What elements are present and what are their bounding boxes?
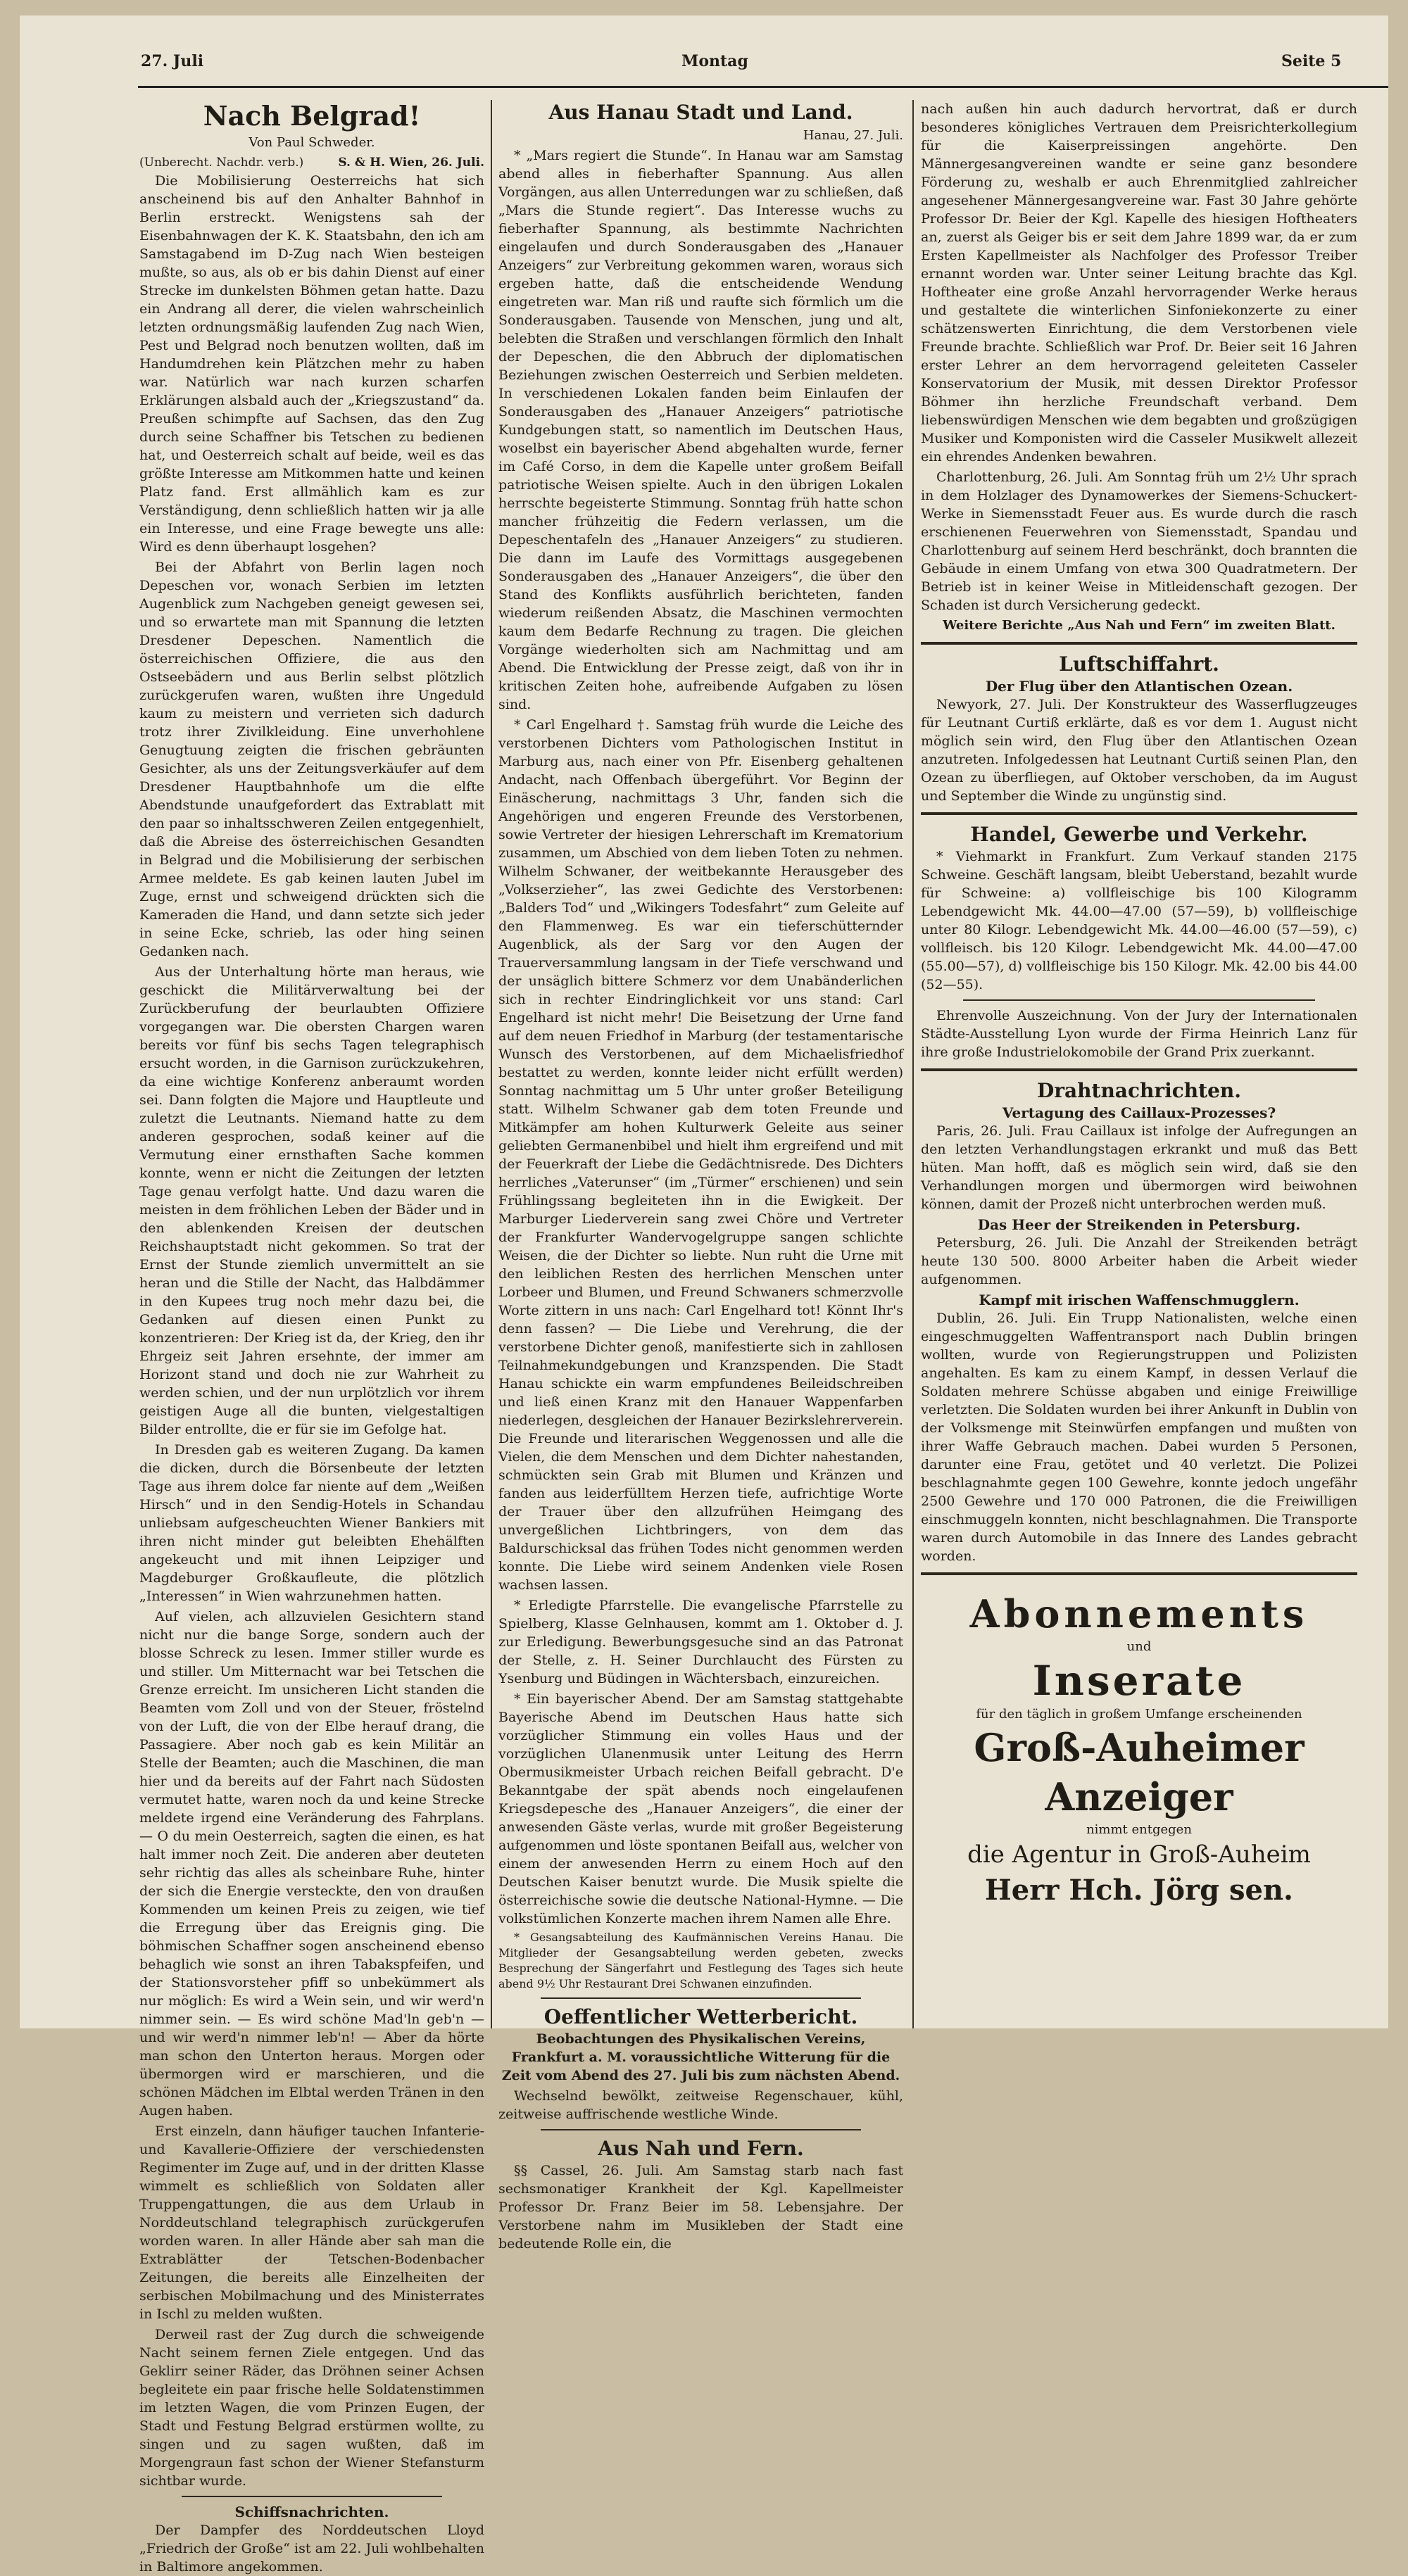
section-title: Aus Hanau Stadt und Land. <box>548 101 853 124</box>
paragraph: Aus der Unterhaltung hörte man heraus, wie geschickt die Militärverwaltung bei der Zurückberufung der beurlaubten Offiziere vorgegangen war. Die obersten Chargen waren bereits vor fünf bis sechs Tagen telegraphisch ersucht worden, in die Garnison zurückzukehren, da eine wichtige Konferenz anberaumt worden sei. Dann folgten die Majore und Hauptleute und zuletzt die Leutnants. Niemand hatte zu dem anderen gesprochen, sodaß keiner auf die Vermutung einer ernsthaften Sache kommen konnte, wenn er nicht die Zeitungen der letzten Tage genau verfolgt hatte. Und dazu waren die meisten in dem fröhlichen Leben der Bäder und in den ablenkenden Kreisen der deutschen Reichshauptstadt nicht gekommen. So trat der Ernst der Stunde ziemlich unvermittelt an sie heran und die Stille der Nacht, das Halbdämmer in den Kupees trug noch mehr dazu bei, die Gedanken auf diesen einen Punkt zu konzentrieren: Der Krieg ist da, der Krieg, den ihr Ehrgeiz seit Jahren ersehnte, der immer am Horizont stand und doch nie zur Wahrheit zu werden schien, und der nun urplötzlich vor ihrem geistigen Auge all die bunten, vielgestaltigen Bilder entrollte, die er für sie im Gefolge hat. <box>139 964 484 1437</box>
section-subtitle: Der Flug über den Atlantischen Ozean. <box>985 678 1293 695</box>
section-divider <box>963 999 1315 1001</box>
paragraph: §§ Cassel, 26. Juli. Am Samstag starb nach fast sechsmonatiger Krankheit der Kgl. Kapellmeister Professor Dr. Franz Beier im 58. Lebensjahre. Der Verstorbene nahm im Musikleben der Stadt eine bedeutende Rolle ein, die <box>498 2163 903 2252</box>
section-title: Luftschiffahrt. <box>1059 652 1219 676</box>
paragraph: Beobachtungen des Physikalischen Vereins, Frankfurt a. M. voraussichtliche Witterung für die Zeit vom Abend des 27. Juli bis zum nächsten Abend. <box>501 2031 900 2083</box>
ad-contact: Herr Hch. Jörg sen. <box>985 1874 1293 1907</box>
section-subtitle: Das Heer der Streikenden in Petersburg. <box>977 1216 1301 1233</box>
dateline: Hanau, 27. Juli. <box>803 128 903 143</box>
section-divider <box>541 1997 861 1999</box>
paragraph: Dublin, 26. Juli. Ein Trupp Nationalisten, welche einen eingeschmuggelten Waffentransport nach Dublin bringen wollten, wurde von Regierungstruppen und Polizisten angehalten. Es kam zu einem Kampf, in dessen Verlauf die Soldaten mehrere Schüsse abgaben und einige Freiwillige verletzten. Die Soldaten wurden bei ihrer Ankunft in Dublin von der Volksmenge mit Steinwürfen empfangen und mußten von ihrer Waffe Gebrauch machen. Dabei wurden 5 Personen, darunter eine Frau, getötet und 40 verletzt. Die Polizei beschlagnahmte gegen 100 Gewehre, konnte jedoch ungefähr 2500 Gewehre und 170 000 Patronen, die die Freiwilligen einschmuggeln konnten, nicht beschlagnahmen. Die Transporte waren durch Automobile in das Innere des Landes gebracht worden. <box>921 1311 1357 1564</box>
column-divider <box>912 100 914 2028</box>
paragraph: Erst einzeln, dann häufiger tauchen Infanterie- und Kavallerie-Offiziere der verschiedensten Regimenter im Zuge auf, und in der dritten Klasse wimmelt es schließlich von Soldaten aller Truppengattungen, die aus dem Urlaub in Norddeutschland telegraphisch zurückgerufen worden waren. In aller Hände aber sah man die Extrablätter der Tetschen-Bodenbacher Zeitungen, die bereits alle Einzelheiten der serbischen Mobilmachung und des Ministerrates in Ischl zu melden wußten. <box>139 2123 484 2322</box>
paragraph: * Viehmarkt in Frankfurt. Zum Verkauf standen 2175 Schweine. Geschäft langsam, bleibt Ueberstand, bezahlt wurde für Schweine: a) vollfleischige bis 100 Kilogramm Lebendgewicht Mk. 44.00—47.00 (57—59), b) vollfleischige unter 80 Kilogr. Lebendgewicht Mk. 44.00—46.00 (57—59), c) vollfleisch. bis 120 Kilogr. Lebendgewicht Mk. 44.00—47.00 (55.00—57), d) vollfleischige bis 150 Kilogr. Mk. 42.00 bis 44.00 (52—55). <box>921 849 1357 992</box>
newspaper-page <box>20 15 1388 2575</box>
section-title: Drahtnachrichten. <box>1036 1079 1242 1102</box>
column-divider <box>491 100 492 2028</box>
section-subtitle: Kampf mit irischen Waffenschmugglern. <box>979 1292 1300 1308</box>
paragraph: Bei der Abfahrt von Berlin lagen noch Depeschen vor, wonach Serbien im letzten Augenblick zum Nachgeben geneigt gewesen sei, und so erwartete man mit Spannung die letzten Dresdener Depeschen. Namentlich die österreichischen Offiziere, die aus den Ostseebädern und aus Berlin selbst plötzlich zurückgerufen waren, wußten ihre Ungeduld kaum zu meistern und verrieten sich dadurch trotz ihrer Zivilkleidung. Eine unverhohlene Genugtuung zeigten die frischen gebräunten Gesichter, als uns der Zeitungsverkäufer auf dem Dresdener Hauptbahnhofe um die elfte Abendstunde unaufgefordert das Extrablatt mit den paar so inhaltsschweren Zeilen entgegenhielt, daß die Abreise des österreichischen Gesandten in Belgrad und die Mobilisierung der serbischen Armee meldete. Es gab keinen lauten Jubel im Zuge, ernst und schweigend drückten sich die Kameraden die Hand, und dann setzte sich jeder in seine Ecke, schrieb, las oder hing seinen Gedanken nach. <box>139 560 484 959</box>
paragraph: nach außen hin auch dadurch hervortrat, daß er durch besonderes königliches Vertrauen dem Preisrichterkollegium für die Kaiserpreissingen angehörte. Den Männergesangvereinen wandte er seine ganz besondere Förderung zu, weshalb er auch Ehrenmitglied zahlreicher angesehener Männergesangvereine war. Fast 30 Jahre gehörte Professor Dr. Beier der Kgl. Kapelle des hiesigen Hoftheaters an, zuerst als Geiger bis er seit dem Jahre 1899 war, da er zum Ersten Kapellmeister als Nachfolger des Professor Treiber ernannt worden war. Unter seiner Leitung brachte das Kgl. Hoftheater eine große Anzahl hervorragender Werke heraus und gestaltete die winterlichen Sinfoniekonzerte zu einer schätzenswerten Einrichtung, die dem Verstorbenen viele Freunde brachte. Schließlich war Prof. Dr. Beier seit 16 Jahren erster Lehrer an dem hervorragend geleiteten Casseler Konservatorium der Musik, mit dessen Direktor Professor Böhmer ihn herzliche Freundschaft verband. Dem liebenswürdigen Menschen wie dem begabten und großzügigen Musiker und Komponisten wird die Casseler Musikwelt allezeit ein ehrendes Andenken bewahren. <box>921 101 1357 465</box>
page-header <box>20 15 1388 73</box>
ad-headline: Inserate <box>1032 1657 1246 1705</box>
paragraph: * Gesangsabteilung des Kaufmännischen Vereins Hanau. Die Mitglieder der Gesangsabteilung werden gebeten, zwecks Besprechung der Sängerfahrt und Festlegung des Tages sich heute abend 9½ Uhr Restaurant Drei Schwanen einzufinden. <box>498 1931 903 1990</box>
paragraph: Auf vielen, ach allzuvielen Gesichtern stand nicht nur die bange Sorge, sondern auch der blosse Schreck zu lesen. Immer stiller wurde es und stiller. Um Mitternacht war bei Tetschen die Grenze erreicht. Im unsicheren Licht standen die Beamten vom Zoll und von der Steuer, fröstelnd von der Luft, die von der Elbe herauf drang, die Passagiere. Aber noch gab es kein Militär an Stelle der Beamten; auch die Maschinen, die man hier und da bereits auf der Fahrt nach Südosten vermutet hatte, waren noch da und keine Strecke meldete irgend eine Veränderung des Fahrplans. — O du mein Oesterreich, sagten die einen, es hat halt immer noch Zeit. Die anderen aber deuteten sehr richtig das alles als scheinbare Ruhe, hinter der sich die Energie versteckte, den von draußen Kommenden um keinen Preis zu zeigen, wie tief die Erregung über das Ereignis ging. Die böhmischen Schaffner sogen anscheinend ebenso behaglich wie sonst an ihren Tabakspfeifen, und der Stationsvorsteher pfiff so unbekümmert als nur möglich: Es wird a Wein sein, und wir werd'n nimmer sein. — Es wird schöne Mad'ln geb'n — und wir werd'n nimmer leb'n! — Aber da hörte man schon den Unterton heraus. Morgen oder übermorgen wird er marschieren, und die schönen Mädchen im Elbtal werden Tränen in den Augen haben. <box>139 1609 484 2119</box>
byline: Von Paul Schweder. <box>249 135 375 150</box>
header-rule <box>138 86 1388 88</box>
section-divider <box>541 2129 861 2130</box>
paragraph: Die Mobilisierung Oesterreichs hat sich anscheinend bis auf den Anhalter Bahnhof in Berlin erstreckt. Wenigstens sah der Eisenbahnwagen der K. K. Staatsbahn, den ich am Samstagabend im D-Zug nach Wien besteigen mußte, so aus, als ob er bis dahin Dienst auf einer Strecke im dunkelsten Böhmen getan hatte. Dazu ein Andrang all derer, die vielen wahrscheinlich letzten ordnungsmäßig laufenden Zug nach Wien, Pest und Belgrad noch benutzen wollten, daß im Handumdrehen kein Plätzchen mehr zu haben war. Natürlich war nach kurzen scharfen Erklärungen alsbald auch der „Kriegszustand“ da. Preußen schimpfte auf Sachsen, das den Zug durch seine Schaffner bis Tetschen zu bedienen hat, und Oesterreich schalt auf beide, weil es das größte Interesse am Mitkommen hatte und keinen Platz fand. Erst allmählich kam es zur Verständigung, denn schließlich hatten wir ja alle ein Interesse, und eine Frage bewegte uns alle: Wird es denn überhaupt losgehen? <box>139 173 484 555</box>
header-date: 27. Juli <box>141 52 204 70</box>
paragraph: Newyork, 27. Juli. Der Konstrukteur des Wasserflugzeuges für Leutnant Curtiß erklärte, daß es vor dem 1. August nicht möglich sein wird, den Flug über den Atlantischen Ozean anzutreten. Infolgedessen hat Leutnant Curtiß seinen Plan, den Ozean zu überfliegen, auf Oktober verschoben, da im August und September die Winde zu ungünstig sind. <box>921 697 1357 804</box>
paragraph: Paris, 26. Juli. Frau Caillaux ist infolge der Aufregungen an den letzten Verhandlungstagen erkrankt und muß das Bett hüten. Man hofft, daß es möglich sein wird, daß sie den Verhandlungen morgen und übermorgen wird beiwohnen können, damit der Prozeß nicht unterbrochen werden muß. <box>921 1123 1357 1212</box>
article-title: Nach Belgrad! <box>203 100 421 132</box>
ad-agency: die Agentur in Groß-Auheim <box>967 1841 1311 1869</box>
paragraph: * Erledigte Pfarrstelle. Die evangelische Pfarrstelle zu Spielberg, Klasse Gelnhausen, kommt am 1. Oktober d. J. zur Erledigung. Bewerbungsgesuche sind an das Patronat der Stelle, z. H. Seiner Durchlaucht des Fürsten zu Ysenburg und Büdingen in Wächtersbach, einzureichen. <box>498 1598 903 1686</box>
paragraph: * Ein bayerischer Abend. Der am Samstag stattgehabte Bayerische Abend im Deutschen Haus hatte sich vorzüglicher Stimmung ein volles Haus und der vorzüglichen Ulanenmusik unter Leitung des Herrn Obermusikmeister Urbach reichen Beifall gebracht. D'e Bekanntgabe der spät abends noch eingelaufenen Kriegsdepesche des „Hanauer Anzeigers“, die einer der anwesenden Gäste verlas, wurde mit großer Begeisterung aufgenommen und löste spontanen Beifall aus, welcher von einem der anwesenden Herrn zu einem Hoch auf den Deutschen Kaiser benutzt wurde. Die Musik spielte die österreichische sowie die deutsche National-Hymne. — Die volkstümlichen Konzerte machen ihrem Namen alle Ehre. <box>498 1691 903 1926</box>
section-title: Schiffsnachrichten. <box>234 2504 389 2520</box>
column-right <box>921 100 1357 2028</box>
dateline-place: S. & H. Wien, 26. Juli. <box>338 156 484 170</box>
paragraph: Ehrenvolle Auszeichnung. Von der Jury der Internationalen Städte-Ausstellung Lyon wurde der Firma Heinrich Lanz für ihre große Industrielokomobile der Grand Prix zuerkannt. <box>921 1008 1357 1060</box>
section-divider <box>921 1572 1357 1575</box>
ad-text: für den täglich in großem Umfange erscheinenden <box>976 1707 1302 1722</box>
ad-text: und <box>1126 1639 1152 1654</box>
paragraph: Der Dampfer des Norddeutschen Lloyd „Friedrich der Große“ ist am 22. Juli wohlbehalten in Baltimore angekommen. <box>139 2523 484 2575</box>
section-title: Oeffentlicher Wetterbericht. <box>543 2005 858 2028</box>
advertisement <box>921 1589 1357 1910</box>
reprint-note: (Unberecht. Nachdr. verb.) <box>139 156 304 170</box>
section-divider <box>182 2496 442 2497</box>
paragraph: In Dresden gab es weiteren Zugang. Da kamen die dicken, durch die Börsenbeute der letzten Tage aus ihrem dolce far niente auf dem „Weißen Hirsch“ und in den Sendig-Hotels in Schandau unliebsam aufgescheuchten Wiener Bankiers mit ihren nicht minder gut beleibten Ehehälften angekeucht und mit ihnen Leipziger und Magdeburger Großkaufleute, die plötzlich „Interessen“ in Wien wahrzunehmen hatten. <box>139 1442 484 1604</box>
section-divider <box>921 1068 1357 1071</box>
paragraph: Charlottenburg, 26. Juli. Am Sonntag früh um 2½ Uhr sprach in dem Holzlager des Dynamowerkes der Siemens-Schuckert-Werke in Siemensstadt Feuer aus. Es wurde durch die rasch erschienenen Feuerwehren von Siemensstadt, Spandau und Charlottenburg auf seinem Herd beschränkt, doch brannten die Gebäude in einem Umfang von etwa 300 Quadratmetern. Der Betrieb ist in keiner Weise in Mitleidenschaft gezogen. Der Schaden ist durch Versicherung gedeckt. <box>921 469 1357 613</box>
section-subtitle: Vertagung des Caillaux-Prozesses? <box>1002 1104 1276 1121</box>
ad-headline: Abonnements <box>969 1591 1309 1636</box>
header-weekday: Montag <box>681 52 748 70</box>
section-title: Handel, Gewerbe und Verkehr. <box>970 823 1308 846</box>
column-middle <box>498 100 903 2252</box>
reference-note: Weitere Berichte „Aus Nah und Fern“ im zweiten Blatt. <box>943 618 1335 633</box>
paragraph: Derweil rast der Zug durch die schweigende Nacht seinem fernen Ziele entgegen. Und das Geklirr seiner Räder, das Dröhnen seiner Achsen begleitete ein paar frische helle Soldatenstimmen im letzten Wagen, die vom Prinzen Eugen, der Stadt und Festung Belgrad erstürmen wollte, zu singen und zu sagen wußten, daß im Morgengraun fast schon der Wiener Stefansturm sichtbar wurde. <box>139 2327 484 2489</box>
paragraph: Wechselnd bewölkt, zeitweise Regenschauer, kühl, zeitweise auffrischende westliche Winde. <box>498 2088 903 2122</box>
section-divider <box>921 812 1357 815</box>
paragraph: Petersburg, 26. Juli. Die Anzahl der Streikenden beträgt heute 130 500. 8000 Arbeiter haben die Arbeit wieder aufgenommen. <box>921 1235 1357 1287</box>
section-title: Aus Nah und Fern. <box>598 2137 804 2160</box>
header-page-number: Seite 5 <box>1281 52 1342 70</box>
dateline <box>139 153 484 172</box>
section-divider <box>921 642 1357 645</box>
paragraph: * Carl Engelhard †. Samstag früh wurde die Leiche des verstorbenen Dichters vom Pathologischen Institut in Marburg aus, nach einer von Pfr. Eisenberg gehaltenen Andacht, nach Offenbach übergeführt. Vor Beginn der Einäscherung, nachmittags 3 Uhr, fanden sich die Angehörigen und engeren Freunde des Verstorbenen, sowie Vertreter der hiesigen Lehrerschaft im Krematorium zusammen, um Abschied von dem lieben Toten zu nehmen. Wilhelm Schwaner, der weitbekannte Herausgeber des „Volkserzieher“, las zwei Gedichte des Verstorbenen: „Balders Tod“ und „Wikingers Todesfahrt“ zum Geleite auf den Flammenweg. Es war ein tieferschütternder Augenblick, als der Sarg vor den Augen der Trauerversammlung langsam in der Tiefe verschwand und der unsäglich bittere Schmerz vor dem Unabänderlichen sich in rechter Eindringlichkeit vor uns stand: Carl Engelhard ist nicht mehr! Die Beisetzung der Urne fand auf dem neuen Friedhof in Marburg (der testamentarische Wunsch des Verstorbenen, auf dem Michaelisfriedhof bestattet zu werden, konnte leider nicht erfüllt werden) Sonntag nachmittag um 5 Uhr unter großer Beteiligung statt. Wilhelm Schwaner gab dem toten Freunde und Mitkämpfer am hohen Kulturwerk Geleite aus seiner geliebten Germanenbibel und hielt ihm ergreifend und mit der Feuerkraft der Liebe die Gedächtnisrede. Des Dichters herrliches „Vaterunser“ (im „Türmer“ erschienen) und sein Frühlingssang begleiteten ihn in die Ewigkeit. Der Marburger Liederverein sang zwei Chöre und Vertreter der Frankfurter Wandervogelgruppe sangen schlichte Weisen, die der Dichter so liebte. Nun ruht die Urne mit den leiblichen Resten des herrlichen Menschen unter Lorbeer und Blumen, und Freund Schwaners schmerzvolle Worte zittern in uns nach: Carl Engelhard tot! Könnt Ihr's denn fassen? — Die Liebe und Verehrung, die der verstorbene Dichter genoß, manifestierte sich in zahllosen Teilnahmekundgebungen und Kranzspenden. Die Stadt Hanau schickte ein warm empfundenes Beileidschreiben und ließ einen Kranz mit den Hanauer Wappenfarben niederlegen, desgleichen der Hanauer Bezirkslehrerverein. Die Freunde und literarischen Weggenossen und alle die Vielen, die dem Menschen und dem Dichter nahestanden, schmückten sein Grab mit Blumen und Kränzen und fanden aus leiderfülltem Herzen tiefe, aufrichtige Worte der Trauer über den allzufrühen Heimgang des unvergeßlichen Lichtbringers, von dem das Baldurschicksal das frühen Todes nicht genommen werden konnte. Die Liebe wird seinem Andenken viele Rosen wachsen lassen. <box>498 717 903 1593</box>
column-left <box>139 100 484 2575</box>
ad-newspaper-name: Groß-Auheimer Anzeiger <box>974 1725 1305 1819</box>
paragraph: * „Mars regiert die Stunde“. In Hanau war am Samstag abend alles in fieberhafter Spannung. Aus allen Vorgängen, aus allen Unterredungen war zu schließen, daß „Mars die Stunde regiert“. Das Interesse wuchs zu fieberhafter Spannung, als bestimmte Nachrichten eingelaufen und durch Sonderausgaben des „Hanauer Anzeigers“ zur Verbreitung gekommen waren, woraus sich ergeben hatte, daß die entscheidende Wendung eingetreten war. Man riß und raufte sich förmlich um die Sonderausgaben. Tausende von Menschen, jung und alt, belebten die Straßen und verschlangen förmlich den Inhalt der Depeschen, die den Abbruch der diplomatischen Beziehungen zwischen Oesterreich und Serbien meldeten. In verschiedenen Lokalen fanden beim Einlaufen der Sonderausgaben des „Hanauer Anzeigers“ patriotische Kundgebungen statt, so namentlich im Deutschen Haus, woselbst ein bayerischer Abend abgehalten wurde, ferner im Café Corso, in dem die Kapelle unter großem Beifall patriotische Weisen spielte. Auch in den übrigen Lokalen herrschte begeisterte Stimmung. Sonntag früh hatte schon mancher frühzeitig die Federn verlassen, um die Depeschentafeln des „Hanauer Anzeigers“ zu studieren. Die dann im Laufe des Vormittags ausgegebenen Sonderausgaben des „Hanauer Anzeigers“, die über den Stand des Konflikts ausführlich berichteten, fanden wiederum reißenden Absatz, die Maschinen vermochten kaum dem Bedarfe Rechnung zu tragen. Die gleichen Vorgänge wiederholten sich am Nachmittag und am Abend. Die Entwicklung der Presse zeigt, daß von ihr in kritischen Zeiten hohe, aufreibende Aufgaben zu lösen sind. <box>498 148 903 712</box>
ad-text: nimmt entgegen <box>1086 1822 1192 1837</box>
